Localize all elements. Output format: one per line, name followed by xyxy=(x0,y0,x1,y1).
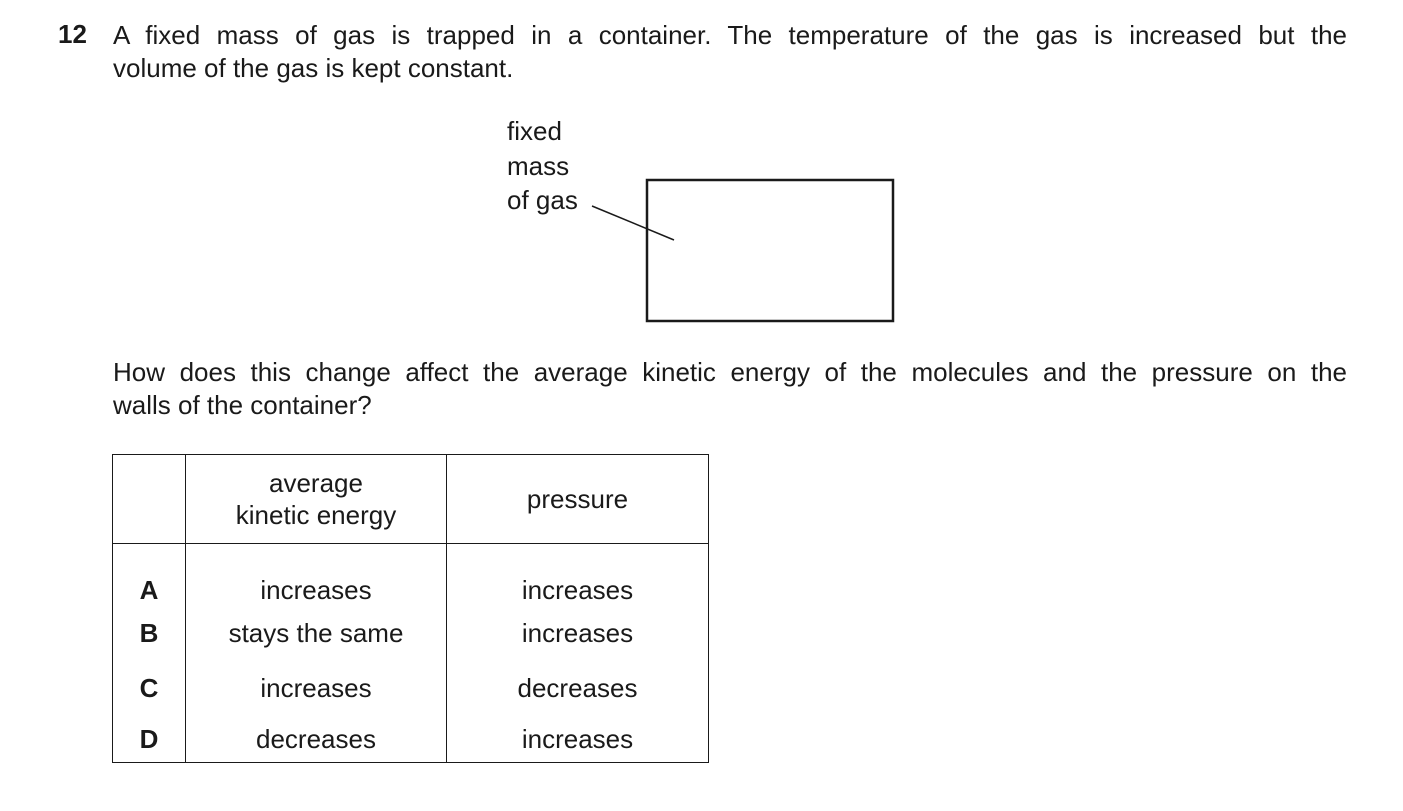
header-pressure: pressure xyxy=(447,455,709,544)
table-row xyxy=(113,612,709,654)
question-stem xyxy=(113,19,1347,85)
diagram-label-line-3: of gas xyxy=(507,185,578,215)
stem-line-1: A fixed mass of gas is trapped in a container. The temperature of the gas is increased but the xyxy=(113,20,1347,50)
question-line-1: How does this change affect the average kinetic energy of the molecules and the pressure on the xyxy=(113,357,1347,387)
header-kinetic-energy xyxy=(186,455,447,544)
container-diagram xyxy=(500,112,900,327)
option-pressure xyxy=(447,722,709,763)
table-header-row xyxy=(113,455,709,544)
diagram-label-line-2: mass xyxy=(507,150,570,181)
question-line-2: walls of the container? xyxy=(113,390,372,420)
option-ke-text: decreases xyxy=(256,724,376,754)
label-leader-line xyxy=(592,206,674,240)
option-pressure xyxy=(447,544,709,613)
option-ke xyxy=(186,722,447,763)
table-row xyxy=(113,654,709,722)
question-text xyxy=(113,356,1347,422)
diagram-label-line-1: fixed xyxy=(507,116,562,146)
option-ke xyxy=(186,544,447,613)
table-row xyxy=(113,722,709,763)
header-empty-cell xyxy=(113,455,186,544)
table-row xyxy=(113,544,709,613)
option-pressure: decreases xyxy=(447,654,709,722)
option-pressure: increases xyxy=(447,612,709,654)
option-ke-text: increases xyxy=(260,575,372,605)
option-ke: increases xyxy=(186,654,447,722)
gas-container xyxy=(647,180,893,321)
question-number: 12 xyxy=(58,19,87,49)
option-letter: B xyxy=(113,612,186,654)
option-pressure-text: increases xyxy=(521,724,634,754)
option-letter xyxy=(113,722,186,763)
stem-line-2: volume of the gas is kept constant. xyxy=(113,53,514,83)
option-letter: C xyxy=(113,654,186,722)
option-ke: stays the same xyxy=(186,612,447,654)
option-letter-text: A xyxy=(139,575,159,605)
option-pressure-text: increases xyxy=(521,575,634,605)
option-letter xyxy=(113,544,186,613)
option-letter-text: D xyxy=(139,724,159,754)
answer-options-table xyxy=(112,454,709,763)
header-ke-line-1: average xyxy=(269,468,363,498)
header-ke-line-2: kinetic energy xyxy=(235,500,397,530)
diagram-label xyxy=(507,114,578,218)
